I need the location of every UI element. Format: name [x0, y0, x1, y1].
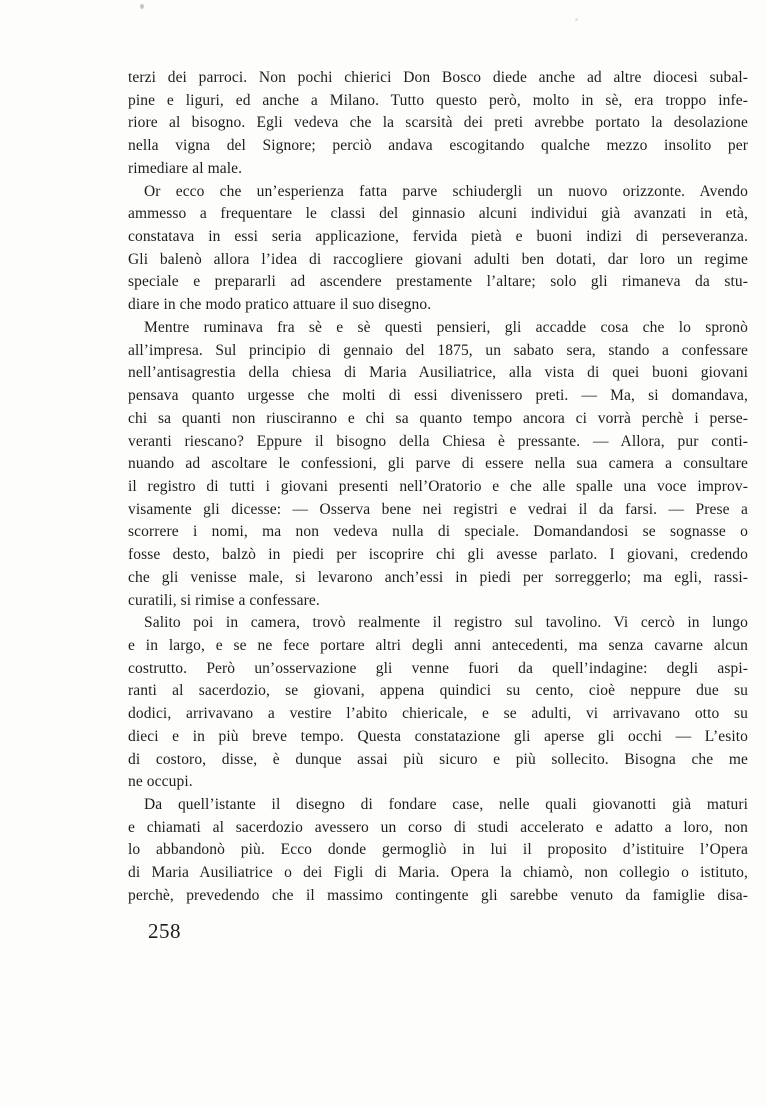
text-line: nella vigna del Signore; perciò andava escogitando qualche mezzo insolito per	[128, 137, 748, 155]
text-line: Salito poi in camera, trovò realmente il registro sul tavolino. Vi cercò in lungo	[144, 614, 748, 632]
text-line: diare in che modo pratico attuare il suo disegno.	[128, 296, 432, 314]
text-line: riore al bisogno. Egli vedeva che la scarsità dei preti avrebbe portato la desolazione	[128, 114, 748, 132]
text-line: pine e liguri, ed anche a Milano. Tutto questo però, molto in sè, era troppo infe-	[128, 91, 748, 109]
text-line: veranti riescano? Eppure il bisogno della Chiesa è pressante. — Allora, pur conti-	[128, 432, 748, 450]
text-line: fosse desto, balzò in piedi per iscoprire chi gli avesse parlato. I giovani, credendo	[128, 546, 748, 564]
text-line: chi sa quanti non riusciranno e chi sa quanto tempo ancora ci vorrà perchè i perse-	[128, 409, 748, 427]
paragraph	[128, 612, 748, 794]
text-line: terzi dei parroci. Non pochi chierici Don Bosco diede anche ad altre diocesi subal-	[128, 69, 748, 86]
paragraph	[128, 67, 748, 181]
text-line: nuando ad ascoltare le confessioni, gli parve di essere nella sua camera a consultare	[128, 455, 748, 473]
text-line: Gli balenò allora l’idea di raccogliere giovani adulti ben dotati, dar loro un regime	[128, 250, 748, 268]
text-line: Da quell’istante il disegno di fondare case, nelle quali giovanotti già maturi	[144, 796, 748, 813]
text-line: nell’antisagrestia della chiesa di Maria Ausiliatrice, alla vista di quei buoni giovani	[128, 364, 748, 382]
page-number: 258	[148, 919, 181, 943]
paragraph	[128, 317, 748, 612]
text-line: speciale e prepararli ad ascendere prestamente l’altare; solo gli rimaneva da stu-	[128, 273, 748, 291]
text-line: dodici, arrivavano a vestire l’abito chiericale, e se adulti, vi arrivavano otto su	[128, 705, 748, 723]
text-line: curatili, si rimise a confessare.	[128, 591, 320, 609]
paragraph	[128, 181, 748, 317]
text-line: Or ecco che un’esperienza fatta parve schiudergli un nuovo orizzonte. Avendo	[144, 182, 748, 200]
text-line: scorrere i nomi, ma non vedeva nulla di speciale. Domandandosi se sognasse o	[128, 523, 748, 541]
scan-speck	[575, 18, 578, 21]
text-line: di costoro, disse, è dunque assai più sicuro e più sollecito. Bisogna che me	[128, 750, 748, 768]
text-line: rimediare al male.	[128, 159, 243, 177]
paragraph	[128, 794, 748, 908]
text-line: perchè, prevedendo che il massimo contingente gli sarebbe venuto da famiglie disa-	[128, 886, 748, 904]
text-line: e in largo, e se ne fece portare altri degli anni antecedenti, ma senza cavarne alcun	[128, 636, 748, 654]
text-line: che gli venisse male, si levarono anch’essi in piedi per sorreggerlo; ma egli, rassi-	[128, 568, 748, 586]
text-line: e chiamati al sacerdozio avessero un corso di studi accelerato e adatto a loro, non	[128, 818, 748, 836]
text-line: ammesso a frequentare le classi del ginnasio alcuni individui già avanzati in età,	[128, 205, 748, 223]
text-line: visamente gli dicesse: — Osserva bene nei registri e vedrai il da farsi. — Prese a	[128, 500, 748, 518]
text-line: di Maria Ausiliatrice o dei Figli di Maria. Opera la chiamò, non collegio o istituto,	[128, 864, 748, 882]
text-line: all’impresa. Sul principio di gennaio del 1875, un sabato sera, stando a confessare	[128, 341, 748, 359]
text-line: ne occupi.	[128, 773, 193, 791]
page-text	[128, 67, 748, 908]
text-line: dieci e in più breve tempo. Questa constatazione gli aperse gli occhi — L’esito	[128, 727, 748, 745]
text-line: lo abbandonò più. Ecco donde germogliò in lui il proposito d’istituire l’Opera	[128, 841, 748, 859]
text-line: constatava in essi seria applicazione, fervida pietà e buoni indizi di perseveranza.	[128, 228, 748, 246]
text-line: il registro di tutti i giovani presenti nell’Oratorio e che alle spalle una voce improv-	[128, 477, 748, 495]
text-line: pensava quanto urgesse che molti di essi divenissero preti. — Ma, si domandava,	[128, 387, 748, 405]
text-line: ranti al sacerdozio, se giovani, appena quindici su cento, cioè neppure due su	[128, 682, 748, 700]
scan-speck	[140, 4, 144, 9]
text-line: Mentre ruminava fra sè e sè questi pensieri, gli accadde cosa che lo spronò	[144, 318, 748, 336]
text-line: costrutto. Però un’osservazione gli venne fuori da quell’indagine: degli aspi-	[128, 659, 748, 677]
